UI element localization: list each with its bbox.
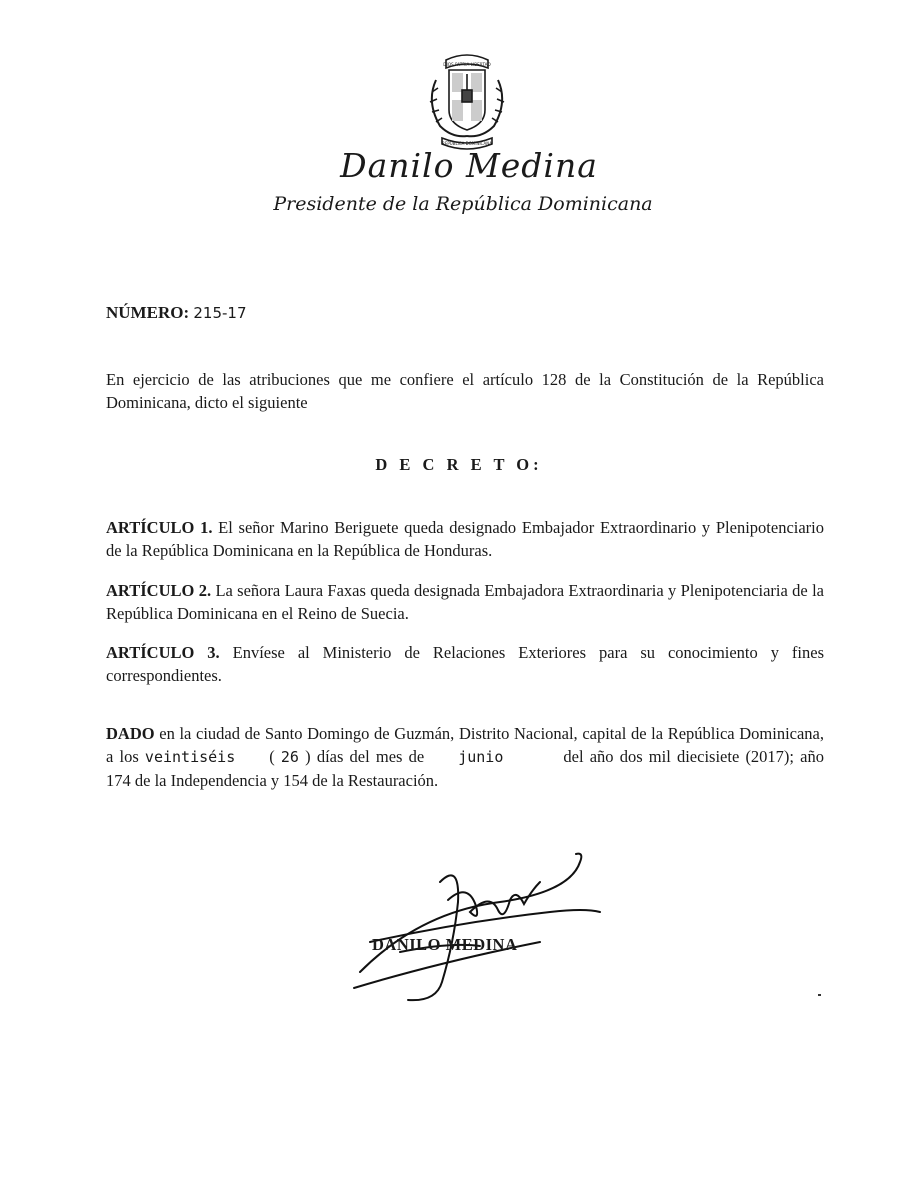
article-3-text: Envíese al Ministerio de Relaciones Exteriores para su conocimiento y fines correspondientes.	[106, 643, 824, 685]
coat-of-arms-icon	[416, 52, 518, 152]
article-3-label: ARTÍCULO 3.	[106, 643, 220, 662]
article-2-text: La señora Laura Faxas queda designada Embajadora Extraordinaria y Plenipotenciaria de la República Dominicana en el Reino de Suecia.	[106, 581, 825, 623]
intro-paragraph: En ejercicio de las atribuciones que me confiere el artículo 128 de la Constitución de la República Dominicana, dicto el siguiente	[106, 370, 824, 412]
article-2	[106, 579, 824, 625]
letterhead-title: Presidente de la República Dominicana	[273, 193, 653, 215]
day-number-open: (	[269, 747, 275, 766]
article-3	[106, 641, 824, 687]
signer-name: DANILO MEDINA	[372, 935, 518, 954]
month: junio	[458, 748, 504, 766]
seal-motto-bottom: REPUBLICA DOMINICANA	[442, 141, 492, 146]
seal-motto-top: DIOS PATRIA LIBERTAD	[443, 62, 491, 67]
day-number: 26	[280, 748, 299, 766]
dado-part2: días del mes de	[316, 747, 425, 766]
day-number-close: )	[305, 747, 311, 766]
decree-number-value: 215-17	[193, 304, 247, 322]
dado-part1: en la ciudad de Santo Domingo de Guzmán, Distrito Nacional, capital de la República Dominicana, a los	[106, 724, 825, 766]
letterhead-name: Danilo Medina	[340, 146, 598, 185]
dado-label: DADO	[106, 724, 155, 743]
handwritten-signature-icon	[340, 842, 620, 1008]
dado-paragraph	[106, 722, 824, 792]
day-words: veintiséis	[144, 748, 236, 766]
article-1-label: ARTÍCULO 1.	[106, 518, 213, 537]
article-1	[106, 516, 824, 562]
article-2-label: ARTÍCULO 2.	[106, 581, 212, 600]
dado-part3: del año dos mil	[563, 747, 671, 766]
dado-year: diecisiete (2017); año 174 de la Independencia y 154 de la Restauración.	[106, 747, 825, 790]
decree-number	[106, 303, 247, 323]
scan-speck	[818, 994, 821, 996]
decree-number-label: NÚMERO:	[106, 303, 190, 322]
article-1-text: El señor Marino Beriguete queda designado Embajador Extraordinario y Plenipotenciario de la República Dominicana en la República de Honduras.	[106, 518, 825, 560]
decree-heading: D E C R E T O:	[375, 455, 543, 474]
